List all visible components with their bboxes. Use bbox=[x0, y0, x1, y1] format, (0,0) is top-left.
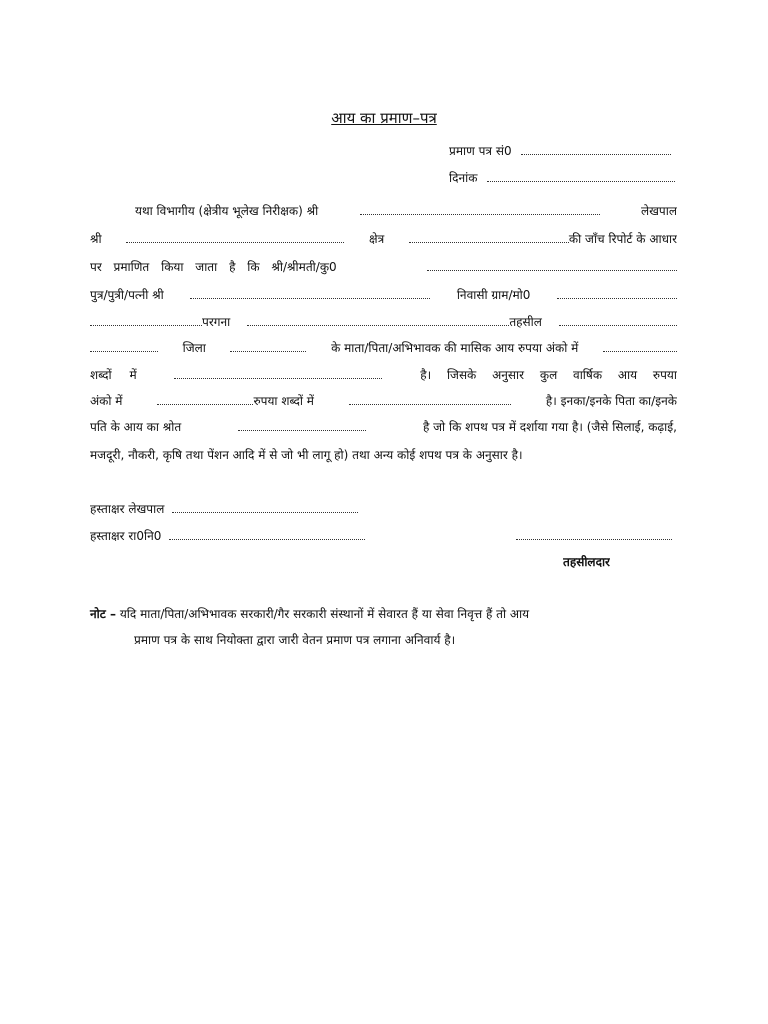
body-line-2 bbox=[90, 230, 677, 248]
note-block bbox=[90, 601, 690, 653]
note-line-1: यदि माता/पिता/अभिभावक सरकारी/गैर सरकारी संस्थानों में सेवारत हैं या सेवा निवृत्त हैं तो आय bbox=[119, 607, 530, 621]
body-text: तहसील bbox=[509, 315, 542, 329]
date-label: दिनांक bbox=[449, 171, 478, 185]
village-blank[interactable] bbox=[557, 286, 677, 299]
body-text: लेखपाल bbox=[640, 204, 677, 218]
body-text: है। इनका/इनके पिता का/इनके bbox=[545, 394, 677, 408]
body-text: पति के आय का श्रोत bbox=[90, 420, 182, 434]
parent-name-blank[interactable] bbox=[190, 286, 430, 299]
body-line-4 bbox=[90, 286, 677, 304]
certificate-number-label: प्रमाण पत्र सं0 bbox=[449, 144, 512, 158]
body-text: परगना bbox=[202, 315, 231, 329]
rni-signature-blank[interactable] bbox=[169, 527, 365, 540]
body-text: अंको में bbox=[90, 394, 123, 408]
body-text: निवासी ग्राम/मो0 bbox=[456, 288, 531, 302]
applicant-name-blank[interactable] bbox=[427, 258, 677, 271]
certificate-number-blank[interactable] bbox=[521, 142, 671, 155]
lekhpal-name-blank[interactable] bbox=[126, 230, 344, 243]
body-line-5 bbox=[90, 313, 677, 331]
body-text: के माता/पिता/अभिभावक की मासिक आय रुपया अंको में bbox=[331, 341, 579, 355]
body-line-8 bbox=[90, 392, 677, 410]
body-line-10: मजदूरी, नौकरी, कृषि तथा पेंशन आदि में से जो भी लागू हो) तथा अन्य कोई शपथ पत्र के अनुसार है। bbox=[90, 448, 523, 462]
pargana-blank[interactable] bbox=[247, 313, 509, 326]
body-text: जिला bbox=[182, 341, 206, 355]
body-text: रुपया शब्दों में bbox=[253, 394, 314, 408]
date-row bbox=[449, 169, 677, 186]
body-line-1 bbox=[135, 202, 677, 220]
body-text: की जाँच रिपोर्ट के आधार bbox=[568, 232, 677, 246]
body-text: है। जिसके अनुसार कुल वार्षिक आय रुपया bbox=[420, 368, 677, 382]
rni-signature-label: हस्ताक्षर रा0नि0 bbox=[90, 529, 162, 543]
annual-income-words-blank[interactable] bbox=[349, 392, 511, 405]
tehsildar-signature-blank[interactable] bbox=[516, 527, 672, 540]
body-line-3 bbox=[90, 258, 677, 276]
district-blank[interactable] bbox=[230, 339, 306, 352]
body-text: यथा विभागीय (क्षेत्रीय भूलेख निरीक्षक) श्री bbox=[135, 204, 319, 218]
body-line-6 bbox=[90, 339, 677, 357]
tehsil-blank[interactable] bbox=[559, 313, 677, 326]
body-text: पुत्र/पुत्री/पत्नी श्री bbox=[90, 288, 164, 302]
body-line-7 bbox=[90, 366, 677, 384]
pre-district-blank[interactable] bbox=[90, 339, 158, 352]
area-blank[interactable] bbox=[409, 230, 569, 243]
date-blank[interactable] bbox=[487, 169, 675, 182]
body-text: शब्दों में bbox=[90, 368, 137, 382]
body-text: श्री bbox=[90, 232, 102, 246]
tehsildar-label: तहसीलदार bbox=[563, 555, 610, 569]
annual-income-figures-blank[interactable] bbox=[157, 392, 253, 405]
body-text: क्षेत्र bbox=[368, 232, 385, 246]
note-label: नोट – bbox=[90, 607, 116, 621]
lekhpal-signature-blank[interactable] bbox=[172, 500, 358, 513]
certificate-number-row bbox=[449, 142, 677, 159]
body-line-9 bbox=[90, 418, 677, 436]
district-prefix-blank[interactable] bbox=[90, 313, 202, 326]
lekhpal-signature-row bbox=[90, 500, 358, 517]
note-line-2: प्रमाण पत्र के साथ नियोक्ता द्वारा जारी वेतन प्रमाण पत्र लगाना अनिवार्य है। bbox=[134, 633, 456, 647]
body-text: पर प्रमाणित किया जाता है कि श्री/श्रीमती/कु0 bbox=[90, 260, 337, 274]
body-text: है जो कि शपथ पत्र में दर्शाया गया है। (जैसे सिलाई, कढ़ाई, bbox=[422, 420, 677, 434]
monthly-income-figures-blank[interactable] bbox=[603, 339, 677, 352]
document-title: आय का प्रमाण–पत्र bbox=[331, 109, 437, 127]
income-source-blank[interactable] bbox=[238, 418, 366, 431]
tehsildar-signature-row bbox=[516, 527, 672, 543]
lekhpal-signature-label: हस्ताक्षर लेखपाल bbox=[90, 502, 165, 516]
inspector-name-blank[interactable] bbox=[360, 202, 600, 215]
rni-signature-row bbox=[90, 527, 365, 544]
monthly-income-words-blank[interactable] bbox=[174, 366, 382, 379]
